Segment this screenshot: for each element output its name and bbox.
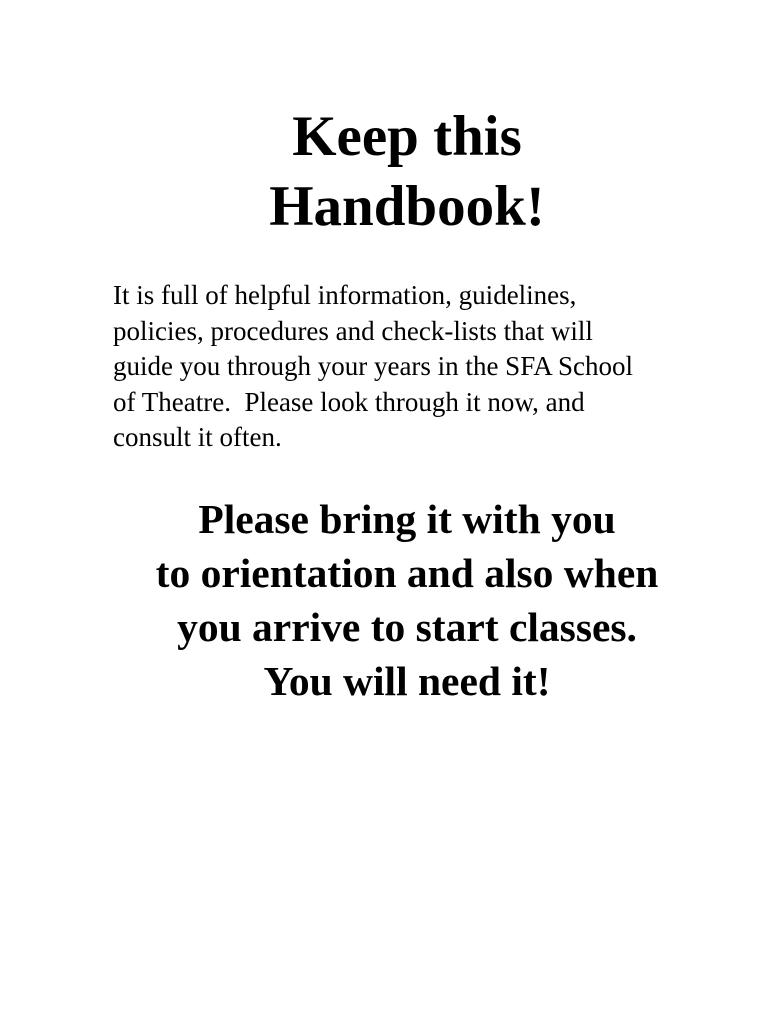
closing-line-3: you arrive to start classes. xyxy=(177,604,637,650)
closing-line-2: to orientation and also when xyxy=(155,550,659,596)
closing-notice xyxy=(0,492,770,708)
intro-paragraph xyxy=(113,278,733,456)
intro-line-2: policies, procedures and check-lists that will xyxy=(113,315,593,346)
intro-line-5: consult it often. xyxy=(113,422,282,452)
intro-line-4: of Theatre. Please look through it now, and xyxy=(113,386,585,417)
intro-line-3: guide you through your years in the SFA School xyxy=(113,351,633,381)
intro-line-1: It is full of helpful information, guidelines, xyxy=(113,280,577,310)
closing-line-1: Please bring it with you xyxy=(198,496,616,542)
title-line-1: Keep this xyxy=(292,105,522,168)
closing-line-4: You will need it! xyxy=(263,658,551,704)
page-title xyxy=(0,102,770,242)
title-line-2: Handbook! xyxy=(269,175,545,238)
